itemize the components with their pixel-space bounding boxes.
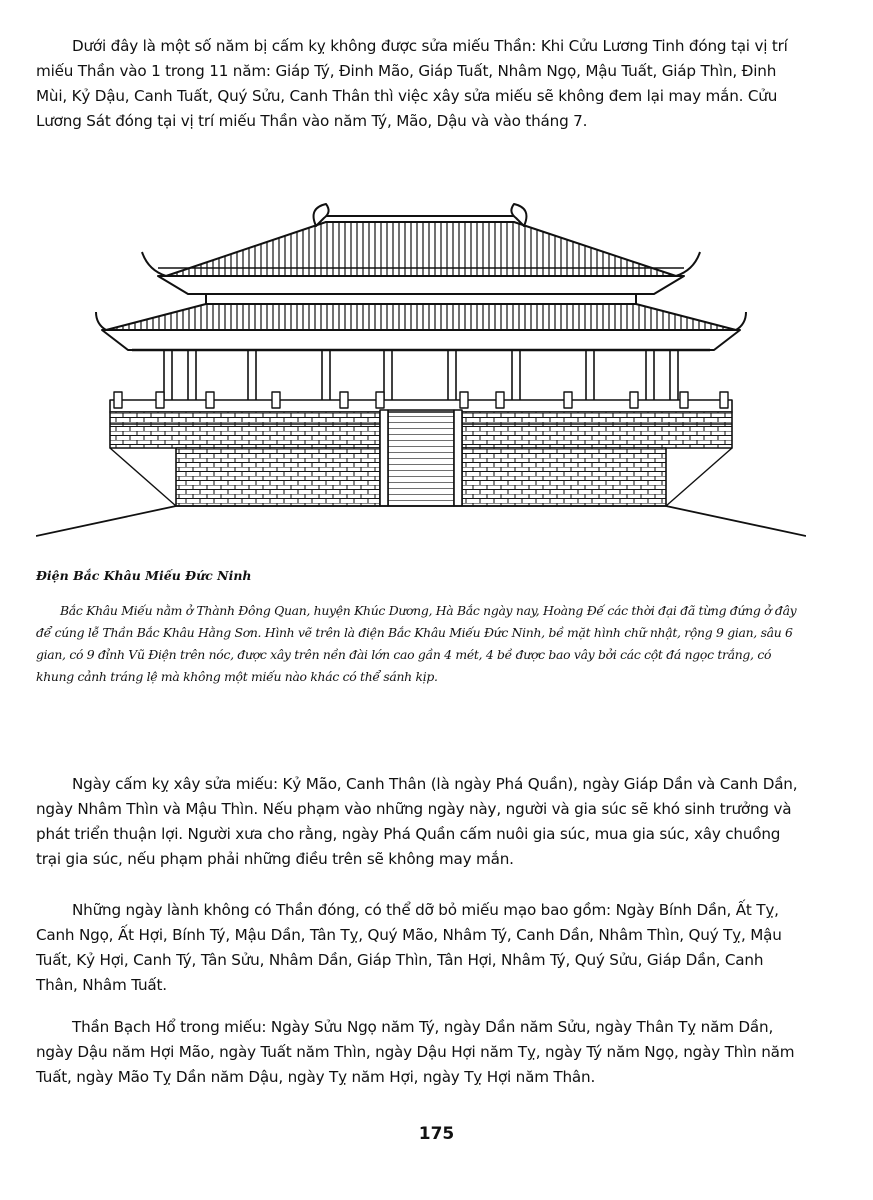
paragraph-white-tiger: Thần Bạch Hổ trong miếu: Ngày Sửu Ngọ năm Tý, ngày Dần năm Sửu, ngày Thân Tỵ năm Dần, ngày Dậu năm Hợi Mão, ngày Tuất năm Thìn, ngày Dậu Hợi năm Tỵ, ngày Tý năm Ngọ, ngày Thìn năm Tuất, ngày Mão Tỵ Dần năm Dậu, ngày Tỵ năm Hợi, ngày Tỵ Hợi năm Thân. xyxy=(36,1018,795,1086)
temple-illustration xyxy=(36,188,806,540)
paragraph-auspicious-days: Những ngày lành không có Thần đóng, có thể dỡ bỏ miếu mạo bao gồm: Ngày Bính Dần, Ất Tỵ, Canh Ngọ, Ất Hợi, Bính Tý, Mậu Dần, Tân Tỵ, Quý Mão, Nhâm Tý, Canh Dần, Nhâm Thìn, Quý Tỵ, Mậu Tuất, Kỷ Hợi, Canh Tý, Tân Sửu, Nhâm Dần, Giáp Thìn, Tân Hợi, Nhâm Tý, Quý Sửu, Giáp Dần, Canh Thân, Nhâm Tuất. xyxy=(36,901,782,994)
page-number: 175 xyxy=(418,1124,455,1144)
paragraph-forbidden-days: Ngày cấm kỵ xây sửa miếu: Kỷ Mão, Canh Thân (là ngày Phá Quần), ngày Giáp Dần và Canh Dần, ngày Nhâm Thìn và Mậu Thìn. Nếu phạm vào những ngày này, người và gia súc sẽ khó sinh trưởng và phát triển thuận lợi. Người xưa cho rằng, ngày Phá Quần cấm nuôi gia súc, mua gia súc, xây chuồng trại gia súc, nếu phạm phải những điều trên sẽ không may mắn. xyxy=(36,775,798,868)
figure-caption-text: Bắc Khâu Miếu nằm ở Thành Đông Quan, huyện Khúc Dương, Hà Bắc ngày nay, Hoàng Đế các thời đại đã từng đứng ở đây để cúng lễ Thần Bắc Khâu Hằng Sơn. Hình vẽ trên là điện Bắc Khâu Miếu Đức Ninh, bề mặt hình chữ nhật, rộng 9 gian, sâu 6 gian, có 9 đỉnh Vũ Điện trên nóc, được xây trên nền đài lớn cao gần 4 mét, 4 bề được bao vây bởi các cột đá ngọc trắng, có khung cảnh tráng lệ mà không một miếu nào khác có thể sánh kịp. xyxy=(36,603,797,684)
paragraph-forbidden-years: Dưới đây là một số năm bị cấm kỵ không được sửa miếu Thần: Khi Cửu Lương Tinh đóng tại vị trí miếu Thần vào 1 trong 11 năm: Giáp Tý, Đinh Mão, Giáp Tuất, Nhâm Ngọ, Mậu Tuất, Giáp Thìn, Đinh Mùi, Kỷ Dậu, Canh Tuất, Quý Sửu, Canh Thân thì việc xây sửa miếu sẽ không đem lại may mắn. Cửu Lương Sát đóng tại vị trí miếu Thần vào năm Tý, Mão, Dậu và vào tháng 7. xyxy=(36,37,788,130)
figure-caption-title: Điện Bắc Khâu Miếu Đức Ninh xyxy=(36,568,252,583)
